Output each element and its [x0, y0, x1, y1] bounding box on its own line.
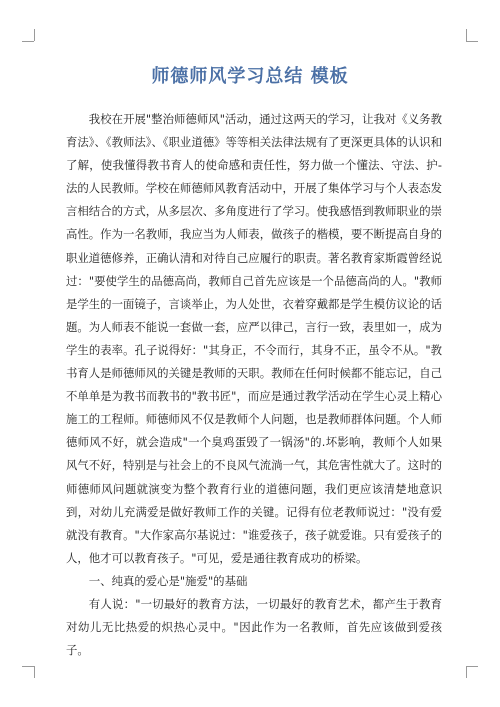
- crop-mark-top-left-v: [34, 29, 35, 41]
- crop-mark-bottom-right-v: [466, 666, 467, 678]
- crop-mark-top-right-v: [466, 29, 467, 41]
- section-paragraph: 有人说："一切最好的教育方法，一切最好的教育艺术，都产生于教育对幼儿无比热爱的炽热心灵中。"因此作为一名教师，首先应该做到爱孩子。: [66, 596, 442, 658]
- document-body: [66, 108, 442, 662]
- crop-mark-bottom-left-h: [22, 666, 34, 667]
- crop-mark-top-left-h: [22, 41, 34, 42]
- crop-mark-top-right-h: [466, 41, 478, 42]
- crop-mark-bottom-right-h: [466, 666, 478, 667]
- body-paragraph: 我校在开展"整治师德师风"活动，通过这两天的学习，让我对《义务教育法》、《教师法》、《职业道德》等等相关法律法规有了更深更具体的认识和了解，使我懂得教书育人的使命感和责任性，努力做一个懂法、守法、护-法的人民教师。学校在师德师风教育活动中，开展了集体学习与个人表态发言相结合的方式，从多层次、多角度进行了学习。使我感悟到教师职业的崇高性。作为一名教师，我应当为人师表，做孩子的楷模，要不断提高自身的职业道德修养，正确认清和对待自己应履行的职责。著名教育家斯霞曾经说过："要使学生的品德高尚，教师自己首先应该是一个品德高尚的人。"教师是学生的一面镜子，言谈举止，为人处世，衣着穿戴都是学生模仿议论的话题。为人师表不能说一套做一套，应严以律己，言行一致，表里如一，成为学生的表率。孔子说得好："其身正，不令而行，其身不正，虽令不从。"教书育人是师德师风的关键是教师的天职。教师在任何时候都不能忘记，自己不单单是为教书而教书的"教书匠"，而应是通过教学活动在学生心灵上精心施工的工程师。师德师风不仅是教师个人问题，也是教师群体问题。个人师德师风不好，就会造成"一个臭鸡蛋毁了一锅汤"的.坏影响，教师个人如果风气不好，特别是与社会上的不良风气流淌一气，其危害性就大了。这时的师德师风问题就演变为整个教育行业的道德问题，我们更应该清楚地意识到，对幼儿充满爱是做好教师工作的关键。记得有位老教师说过："没有爱就没有教育。"大作家高尔基说过："谁爱孩子，孩子就爱谁。只有爱孩子的人，他才可以教育孩子。"可见，爱是通往教育成功的桥梁。: [66, 112, 442, 565]
- section-heading: 一、纯真的爱心是"施爱"的基础: [88, 573, 248, 588]
- document-title: 师德师风学习总结 模板: [151, 66, 349, 87]
- crop-mark-bottom-left-v: [34, 666, 35, 678]
